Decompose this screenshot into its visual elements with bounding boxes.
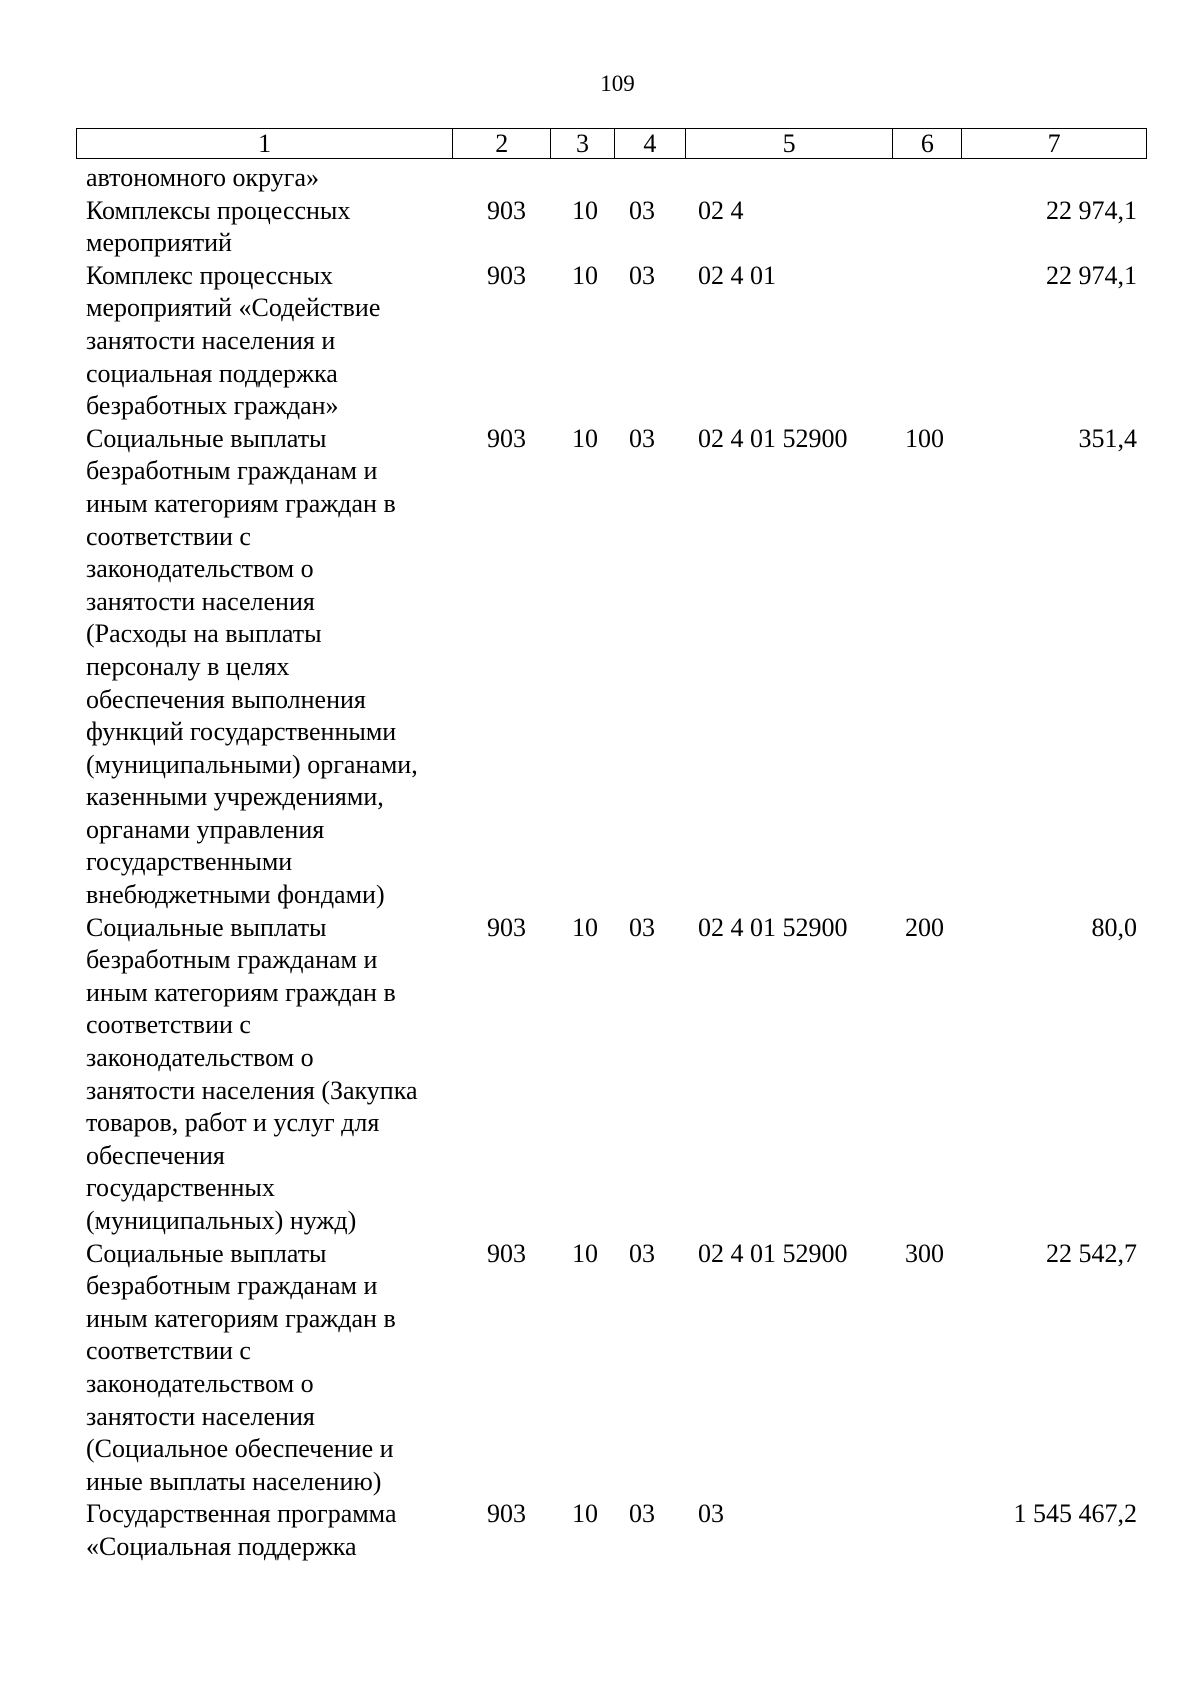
row-section-cell: 10: [572, 1499, 598, 1529]
row-ministry-cell: 903: [487, 1238, 526, 1268]
row-target-code-cell: 02 4 01 52900: [698, 1238, 848, 1268]
table-row: [76, 1238, 1147, 1499]
row-ministry-cell: 903: [487, 423, 526, 453]
row-section-cell: 10: [572, 1238, 598, 1268]
row-expense-type-cell: [894, 162, 963, 195]
row-amount-cell: 22 974,1: [1046, 260, 1137, 290]
row-section-cell: 10: [572, 423, 598, 453]
row-target-code-cell: 02 4: [698, 195, 744, 225]
row-expense-type-cell: [894, 195, 963, 260]
header-col-7: 7: [1047, 129, 1061, 158]
row-ministry-cell: [453, 162, 551, 195]
table-row: [76, 912, 1147, 1238]
row-expense-type-cell: 200: [905, 912, 944, 942]
row-subsection-cell: 03: [629, 423, 655, 453]
table-row: [76, 1498, 1147, 1563]
row-expense-type-cell: 100: [905, 423, 944, 453]
row-ministry-cell: 903: [487, 1499, 526, 1529]
row-subsection-cell: 03: [629, 912, 655, 942]
table-row: [76, 423, 1147, 912]
row-amount-cell: 22 542,7: [1046, 1238, 1137, 1268]
row-target-code-cell: [686, 162, 894, 195]
header-col-6: 6: [893, 129, 962, 158]
row-ministry-cell: 903: [487, 195, 526, 225]
row-amount-cell: 1 545 467,2: [1013, 1499, 1137, 1529]
header-col-1: 1: [77, 129, 453, 158]
row-name-cell: Социальные выплаты безработным гражданам и иным категориям граждан в соответствии с законодательством о занятости населения (Расходы на выплаты персоналу в целях обеспечения выполнения функций государственными (муниципальными) органами, казенными учреждениями, органами управления государственными внебюджетными фондами): [86, 423, 418, 910]
row-ministry-cell: 903: [487, 260, 526, 290]
row-target-code-cell: 03: [698, 1499, 724, 1529]
header-col-5: 5: [686, 129, 894, 158]
table-row: [76, 260, 1147, 423]
row-section-cell: [551, 162, 615, 195]
row-subsection-cell: [615, 162, 686, 195]
row-section-cell: 10: [572, 195, 598, 225]
row-expense-type-cell: [894, 1498, 963, 1563]
row-target-code-cell: 02 4 01: [698, 260, 776, 290]
table-body: [76, 162, 1147, 1564]
row-amount-cell: 22 974,1: [1046, 195, 1137, 225]
table-header: [76, 128, 1147, 159]
row-name-cell: Социальные выплаты безработным гражданам и иным категориям граждан в соответствии с законодательством о занятости населения (Социальное обеспечение и иные выплаты населению): [86, 1238, 396, 1496]
header-col-3: 3: [551, 129, 615, 158]
row-amount-cell: 351,4: [1078, 423, 1137, 453]
row-target-code-cell: 02 4 01 52900: [698, 423, 848, 453]
row-name-cell: Государственная программа «Социальная поддержка: [86, 1499, 397, 1561]
row-amount-cell: [963, 162, 1147, 195]
row-name-cell: Комплекс процессных мероприятий «Содействие занятости населения и социальная поддержка безработных граждан»: [86, 260, 381, 421]
row-target-code-cell: 02 4 01 52900: [698, 912, 848, 942]
row-subsection-cell: 03: [629, 195, 655, 225]
row-subsection-cell: 03: [629, 1238, 655, 1268]
table-row: [76, 162, 1147, 195]
row-name-cell: автономного округа»: [86, 163, 319, 192]
table-row: [76, 195, 1147, 260]
row-subsection-cell: 03: [629, 1499, 655, 1529]
header-col-2: 2: [453, 129, 551, 158]
page-number: 109: [600, 71, 635, 96]
row-name-cell: Социальные выплаты безработным гражданам и иным категориям граждан в соответствии с законодательством о занятости населения (Закупка товаров, работ и услуг для обеспечения государственных (муниципальных) нужд): [86, 912, 418, 1235]
header-col-4: 4: [615, 129, 686, 158]
row-section-cell: 10: [572, 912, 598, 942]
row-expense-type-cell: 300: [905, 1238, 944, 1268]
row-amount-cell: 80,0: [1091, 912, 1137, 942]
row-subsection-cell: 03: [629, 260, 655, 290]
row-ministry-cell: 903: [487, 912, 526, 942]
row-section-cell: 10: [572, 260, 598, 290]
row-name-cell: Комплексы процессных мероприятий: [86, 195, 351, 258]
row-expense-type-cell: [894, 260, 963, 423]
